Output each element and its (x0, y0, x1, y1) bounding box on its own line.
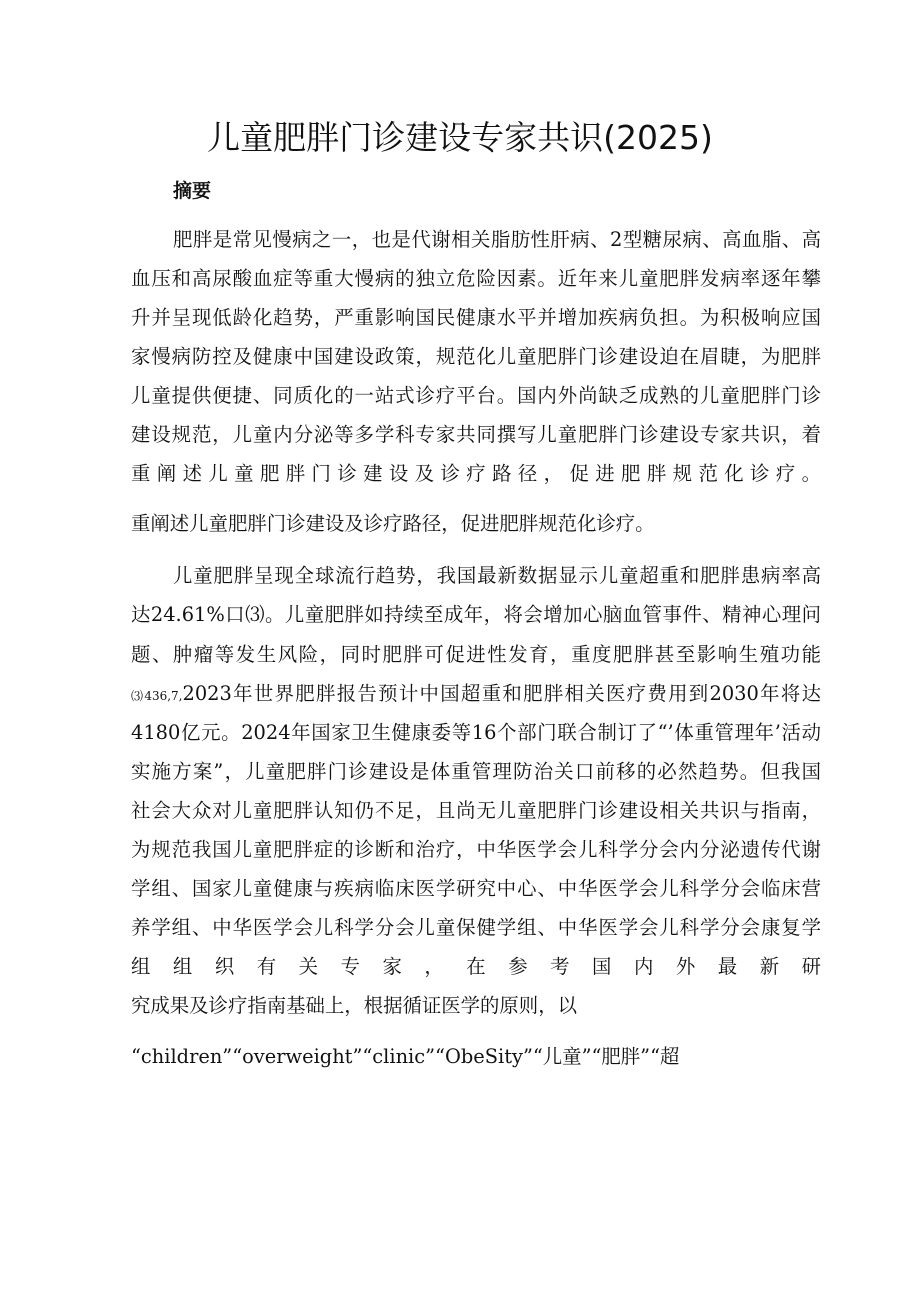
paragraph-line: 儿童提供便捷、同质化的一站式诊疗平台。国内外尚缺乏成熟的儿童肥胖门诊 (131, 384, 821, 407)
paragraph-line: “children”“overweight”“clinic”“ObeSity”“儿童”“肥胖”“超 (131, 1045, 680, 1068)
paragraph-line: 社会大众对儿童肥胖认知仍不足，且尚无儿童肥胖门诊建设相关共识与指南， (131, 799, 821, 822)
paragraph-line: 儿童肥胖呈现全球流行趋势，我国最新数据显示儿童超重和肥胖患病率高 (173, 564, 821, 587)
paragraph-line: 重阐述儿童肥胖门诊建设及诊疗路径，促进肥胖规范化诊疗。 (131, 462, 821, 485)
paragraph-line: 家慢病防控及健康中国建设政策，规范化儿童肥胖门诊建设迫在眉睫，为肥胖 (131, 345, 821, 368)
document-title: 儿童肥胖门诊建设专家共识(2025) (207, 118, 713, 157)
reference-marker: ⑶ (131, 689, 145, 703)
paragraph-line: 建设规范，儿童内分泌等多学科专家共同撰写儿童肥胖门诊建设专家共识，着 (131, 423, 821, 446)
paragraph-line (131, 684, 821, 703)
paragraph-line: 组组织有关专家，在参考国内外最新研 (131, 955, 821, 978)
paragraph-line: 学组、国家儿童健康与疾病临床医学研究中心、中华医学会儿科学分会临床营 (131, 877, 821, 900)
paragraph-line: 究成果及诊疗指南基础上，根据循证医学的原则，以 (131, 994, 577, 1017)
paragraph-line: 达24.61%口⑶。儿童肥胖如持续至成年，将会增加心脑血管事件、精神心理问 (131, 603, 821, 626)
paragraph-line: 肥胖是常见慢病之一，也是代谢相关脂肪性肝病、2型糖尿病、高血脂、高 (173, 228, 821, 251)
paragraph-line: 为规范我国儿童肥胖症的诊断和治疗，中华医学会儿科学分会内分泌遗传代谢 (131, 838, 821, 861)
paragraph-line: 升并呈现低龄化趋势，严重影响国民健康水平并增加疾病负担。为积极响应国 (131, 306, 821, 329)
paragraph-line: 养学组、中华医学会儿科学分会儿童保健学组、中华医学会儿科学分会康复学 (131, 916, 821, 939)
reference-subscript: 436,7, (144, 689, 183, 703)
paragraph-line: 重阐述儿童肥胖门诊建设及诊疗路径，促进肥胖规范化诊疗。 (131, 512, 655, 535)
paragraph-line: 血压和高尿酸血症等重大慢病的独立危险因素。近年来儿童肥胖发病率逐年攀 (131, 267, 821, 290)
paragraph-line-text: 2023年世界肥胖报告预计中国超重和肥胖相关医疗费用到2030年将达 (182, 682, 821, 705)
abstract-heading: 摘要 (173, 180, 212, 202)
paragraph-line: 4180亿元。2024年国家卫生健康委等16个部门联合制订了“’体重管理年’活动 (131, 721, 821, 744)
paragraph-line: 实施方案”，儿童肥胖门诊建设是体重管理防治关口前移的必然趋势。但我国 (131, 760, 821, 783)
paragraph-line: 题、肿瘤等发生风险，同时肥胖可促进性发育，重度肥胖甚至影响生殖功能 (131, 643, 821, 666)
